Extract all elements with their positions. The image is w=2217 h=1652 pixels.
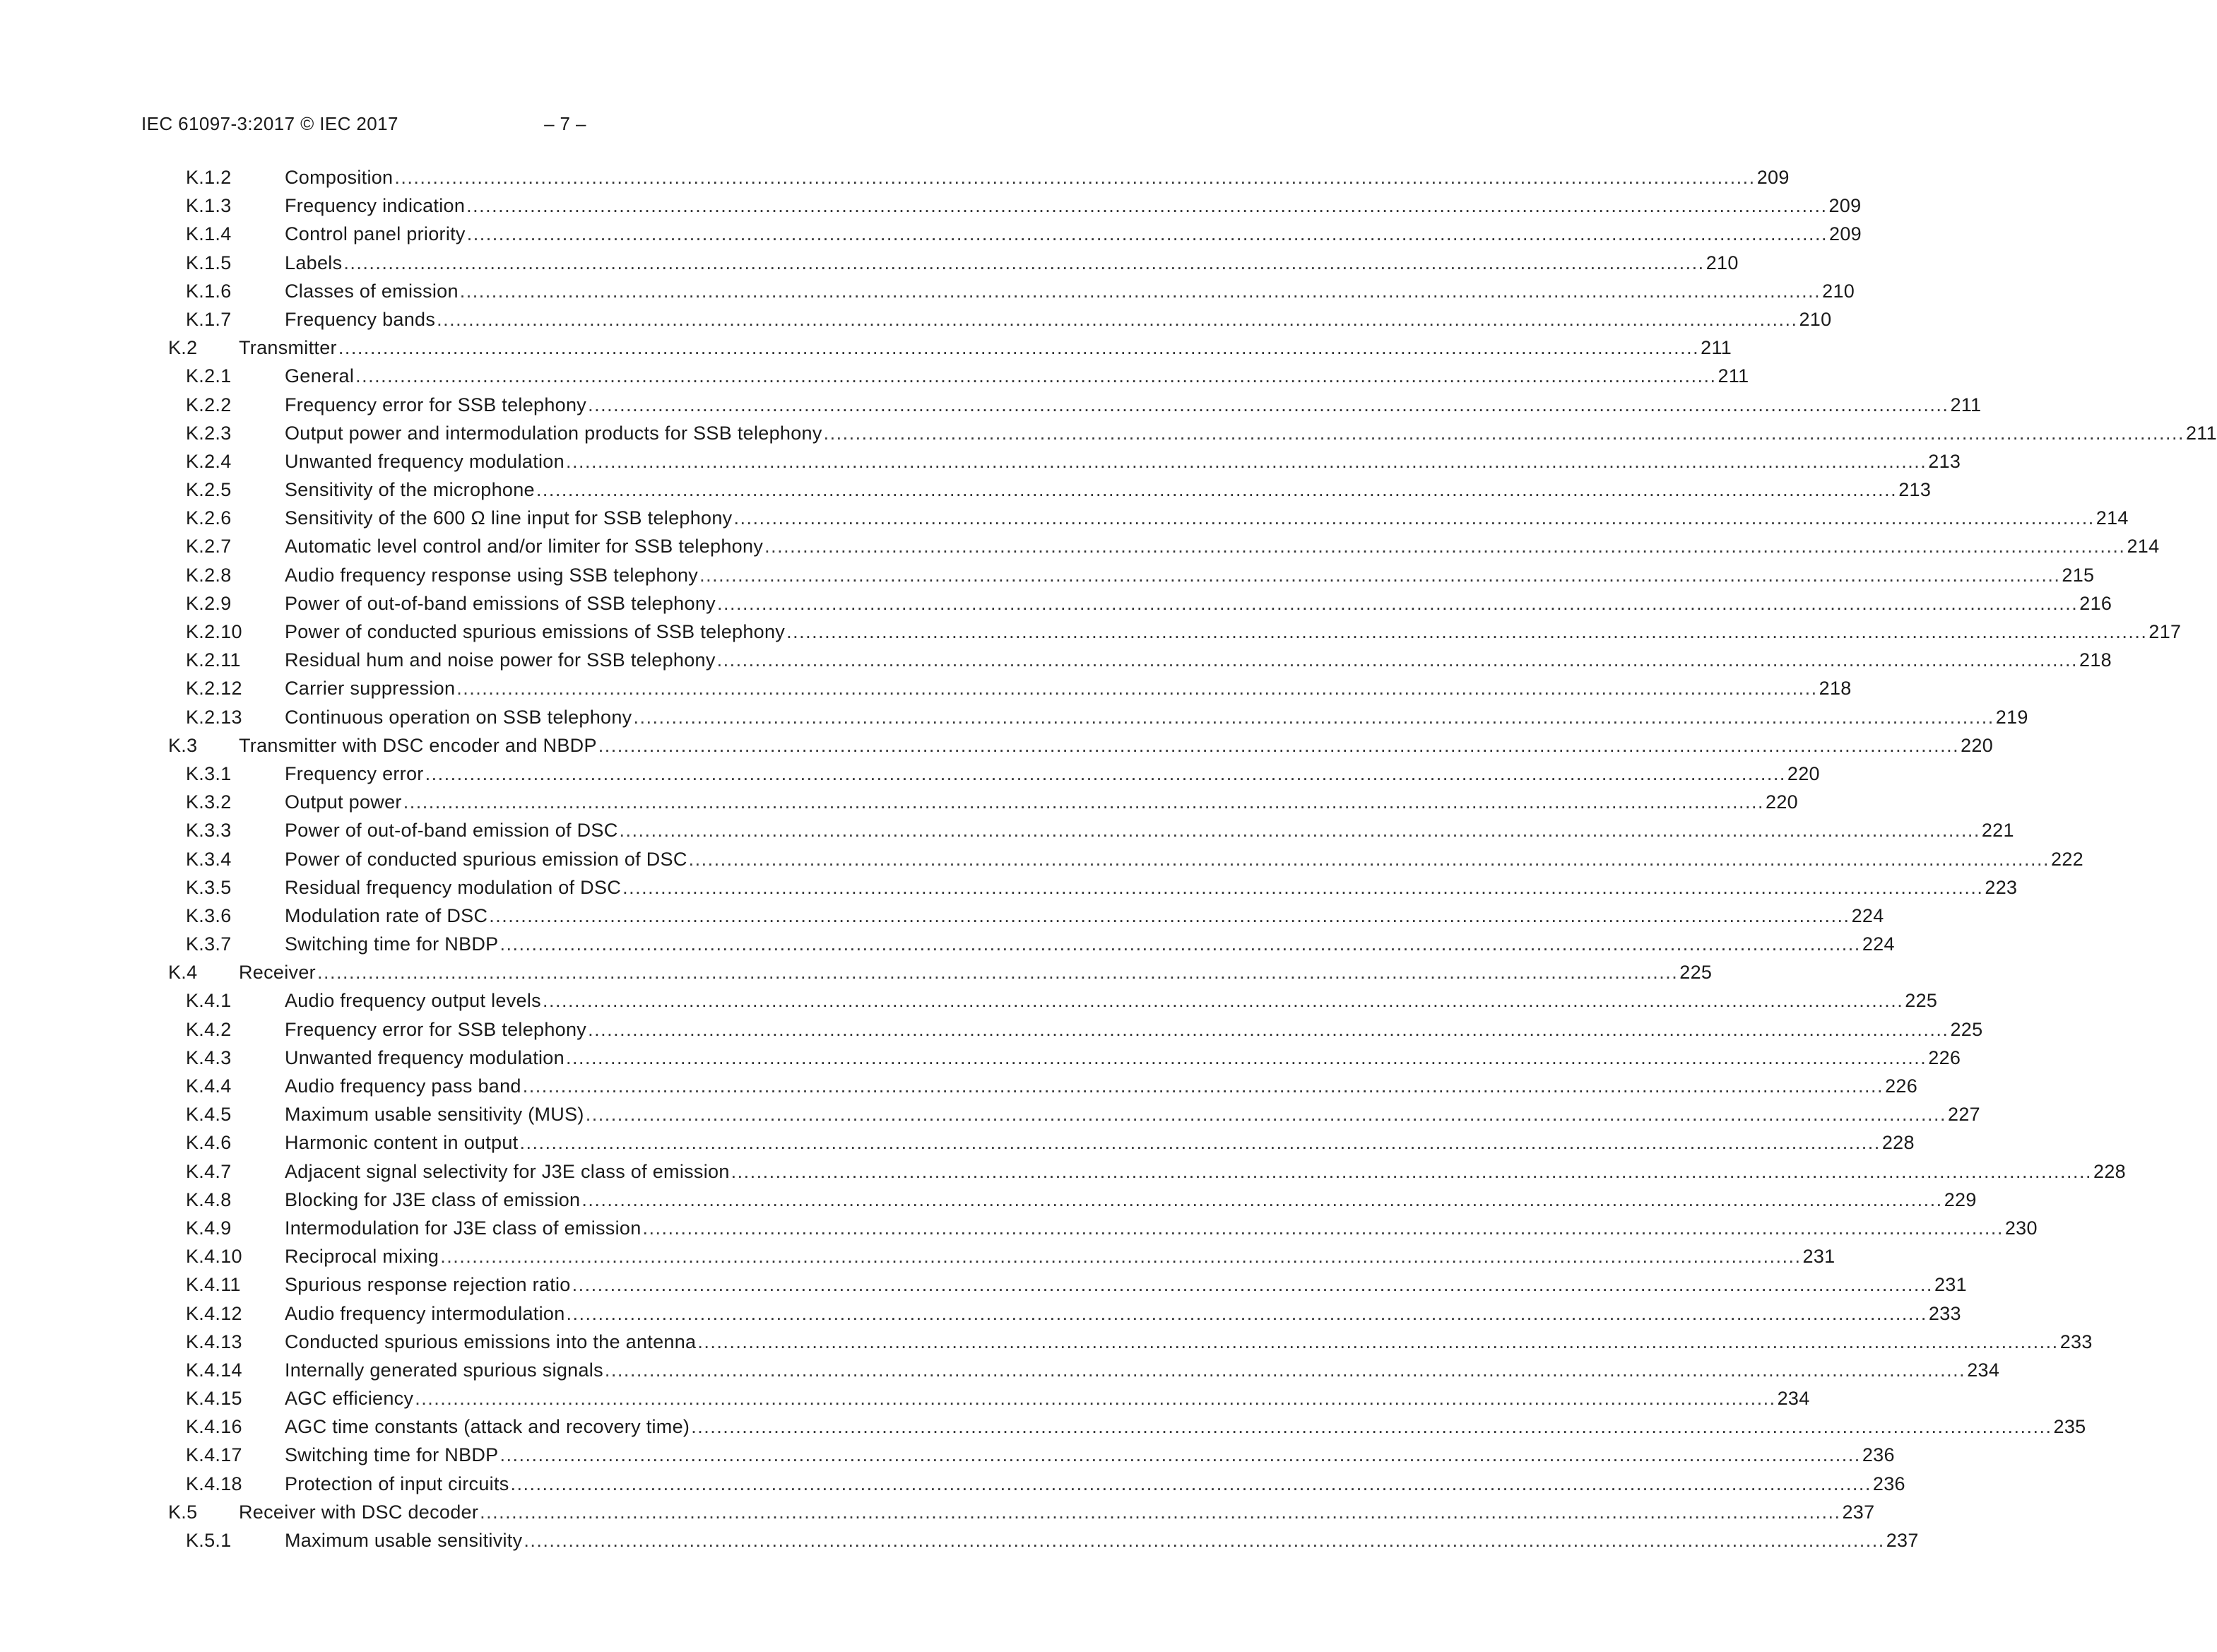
table-of-contents: [168, 167, 2217, 1558]
toc-entry-page: 231: [1802, 1246, 1835, 1268]
toc-entry-page: 217: [2148, 621, 2182, 642]
toc-entry[interactable]: [168, 962, 1713, 990]
toc-entry-page: 225: [1679, 962, 1713, 984]
toc-entry-number: K.4.17: [186, 1444, 242, 1466]
toc-entry[interactable]: [168, 167, 1790, 195]
toc-entry-title: Intermodulation for J3E class of emission: [285, 1217, 642, 1239]
toc-entry-title: AGC efficiency: [285, 1388, 414, 1410]
toc-entry-page: 228: [1881, 1132, 1915, 1154]
dot-leader: [403, 791, 1764, 813]
dot-leader: [588, 1019, 1949, 1041]
toc-entry-title: Power of conducted spurious emissions of SSB telephony: [285, 621, 786, 642]
toc-entry-number: K.3.2: [186, 791, 232, 813]
toc-entry-number: K.4.6: [186, 1132, 232, 1154]
toc-entry-title: Transmitter with DSC encoder and NBDP: [239, 734, 597, 756]
toc-entry-page: 234: [1777, 1388, 1810, 1410]
page-number: – 7 –: [544, 113, 586, 134]
toc-entry-page: 218: [2079, 649, 2112, 671]
dot-leader: [598, 735, 1959, 757]
toc-entry-page: 209: [1829, 223, 1862, 245]
toc-entry[interactable]: [168, 791, 1798, 820]
dot-leader: [437, 309, 1797, 331]
toc-entry[interactable]: [168, 990, 1938, 1018]
toc-entry-title: Power of conducted spurious emission of DSC: [285, 848, 687, 870]
toc-entry-page: 220: [1961, 734, 1994, 756]
toc-entry-number: K.4.7: [186, 1160, 232, 1182]
toc-entry-page: 218: [1819, 678, 1852, 700]
toc-entry-title: Control panel priority: [285, 223, 466, 245]
dot-leader: [415, 1388, 1775, 1410]
dot-leader: [643, 1217, 2004, 1239]
toc-entry-number: K.3.3: [186, 820, 232, 842]
toc-entry-title: Frequency error for SSB telephony: [285, 1018, 587, 1040]
toc-entry-number: K.3.7: [186, 933, 232, 955]
document-identifier: IEC 61097-3:2017 © IEC 2017: [141, 113, 398, 134]
toc-entry-title: Sensitivity of the 600 Ω line input for SSB telephony: [285, 507, 733, 529]
toc-entry-page: 234: [1967, 1359, 2000, 1381]
toc-entry[interactable]: [168, 280, 1855, 309]
toc-entry-page: 224: [1851, 904, 1884, 926]
toc-entry-number: K.4.8: [186, 1188, 232, 1210]
toc-entry-page: 210: [1799, 308, 1832, 330]
dot-leader: [355, 365, 1716, 387]
toc-entry-page: 235: [2053, 1416, 2086, 1438]
toc-entry[interactable]: [168, 1501, 1875, 1530]
toc-entry[interactable]: [168, 1217, 2038, 1246]
toc-entry-number: K.4.11: [186, 1274, 241, 1296]
toc-entry[interactable]: [168, 706, 2028, 735]
toc-entry-page: 211: [1701, 337, 1732, 359]
toc-entry[interactable]: [168, 592, 2112, 621]
toc-entry-title: Frequency error: [285, 762, 424, 784]
dot-leader: [717, 593, 2078, 615]
toc-entry-page: 237: [1842, 1501, 1875, 1523]
dot-leader: [456, 678, 1817, 700]
toc-entry-page: 214: [2127, 536, 2160, 557]
toc-entry-page: 229: [1944, 1188, 1977, 1210]
toc-entry-number: K.2.8: [186, 564, 232, 586]
toc-entry-title: Maximum usable sensitivity: [285, 1530, 523, 1551]
dot-leader: [425, 763, 1786, 785]
toc-entry[interactable]: [168, 1530, 1919, 1558]
dot-leader: [536, 479, 1897, 501]
dot-leader: [500, 1444, 1861, 1466]
dot-leader: [523, 1075, 1884, 1097]
toc-entry-number: K.4: [168, 962, 198, 984]
toc-entry-number: K.3.5: [186, 876, 232, 898]
toc-entry[interactable]: [168, 876, 2018, 905]
toc-entry-page: 222: [2051, 848, 2083, 870]
toc-entry-title: Audio frequency pass band: [285, 1075, 521, 1097]
toc-entry-number: K.2.10: [186, 621, 242, 642]
toc-entry-title: Composition: [285, 167, 394, 188]
dot-leader: [519, 1132, 1880, 1154]
toc-entry-number: K.1.4: [186, 223, 232, 245]
toc-entry-title: Audio frequency intermodulation: [285, 1302, 565, 1324]
page-header: [141, 113, 1031, 141]
dot-leader: [764, 536, 2125, 557]
dot-leader: [731, 1161, 2092, 1183]
toc-entry-number: K.3.1: [186, 762, 232, 784]
toc-entry-title: Receiver: [239, 962, 316, 984]
toc-entry-title: Reciprocal mixing: [285, 1246, 439, 1268]
toc-entry-number: K.2.1: [186, 365, 232, 387]
toc-entry[interactable]: [168, 252, 1739, 281]
toc-entry-title: Residual frequency modulation of DSC: [285, 876, 622, 898]
toc-entry-page: 211: [1950, 394, 1982, 415]
dot-leader: [733, 507, 2094, 529]
toc-entry[interactable]: [168, 621, 2182, 649]
toc-entry[interactable]: [168, 308, 1832, 337]
toc-entry-title: Adjacent signal selectivity for J3E class of emission: [285, 1160, 730, 1182]
toc-entry-number: K.1.2: [186, 167, 232, 188]
toc-entry[interactable]: [168, 1132, 1915, 1160]
dot-leader: [317, 962, 1678, 984]
toc-entry[interactable]: [168, 678, 1852, 706]
toc-entry-page: 220: [1766, 791, 1798, 813]
toc-entry-page: 210: [1705, 252, 1739, 273]
toc-entry-number: K.2.2: [186, 394, 232, 415]
dot-leader: [824, 423, 2185, 444]
toc-entry-title: Harmonic content in output: [285, 1132, 519, 1154]
toc-entry-page: 216: [2079, 592, 2112, 614]
dot-leader: [394, 167, 1755, 189]
toc-entry-number: K.2.6: [186, 507, 232, 529]
dot-leader: [511, 1473, 1872, 1495]
toc-entry-title: Residual hum and noise power for SSB telephony: [285, 649, 716, 671]
toc-entry[interactable]: [168, 536, 2160, 564]
toc-entry-number: K.2.3: [186, 422, 232, 444]
toc-entry-number: K.4.2: [186, 1018, 232, 1040]
toc-entry-number: K.4.1: [186, 990, 232, 1012]
toc-entry-title: Carrier suppression: [285, 678, 456, 700]
dot-leader: [343, 252, 1704, 274]
toc-entry-number: K.2.13: [186, 706, 242, 728]
dot-leader: [633, 707, 1994, 728]
toc-entry-number: K.4.3: [186, 1046, 232, 1068]
toc-entry[interactable]: [168, 933, 1895, 962]
toc-entry-number: K.4.10: [186, 1246, 242, 1268]
toc-entry[interactable]: [168, 450, 1961, 479]
dot-leader: [697, 1331, 2058, 1353]
toc-entry[interactable]: [168, 365, 1749, 394]
toc-entry[interactable]: [168, 1473, 1905, 1501]
toc-entry[interactable]: [168, 479, 1932, 507]
toc-entry-title: General: [285, 365, 355, 387]
toc-entry-page: 209: [1756, 167, 1790, 188]
toc-entry-page: 219: [1995, 706, 2028, 728]
toc-entry-page: 209: [1828, 195, 1862, 217]
toc-entry-title: Continuous operation on SSB telephony: [285, 706, 632, 728]
toc-entry-title: Conducted spurious emissions into the antenna: [285, 1331, 697, 1352]
dot-leader: [489, 905, 1850, 927]
toc-entry[interactable]: [168, 507, 2129, 536]
toc-entry-page: 210: [1822, 280, 1855, 302]
toc-entry-number: K.1.5: [186, 252, 232, 273]
toc-entry[interactable]: [168, 649, 2112, 678]
dot-leader: [699, 565, 2060, 586]
toc-entry-title: Receiver with DSC decoder: [239, 1501, 479, 1523]
toc-entry-number: K.4.4: [186, 1075, 232, 1097]
toc-entry-page: 230: [2004, 1217, 2038, 1239]
toc-entry-title: Switching time for NBDP: [285, 933, 499, 955]
toc-entry-page: 215: [2062, 564, 2095, 586]
toc-entry-number: K.4.9: [186, 1217, 232, 1239]
toc-entry[interactable]: [168, 394, 1982, 423]
toc-entry[interactable]: [168, 564, 2095, 593]
toc-entry-title: Audio frequency response using SSB telephony: [285, 564, 699, 586]
toc-entry-page: 226: [1885, 1075, 1918, 1097]
toc-entry-page: 227: [1948, 1104, 1980, 1126]
toc-entry-title: Power of out-of-band emission of DSC: [285, 820, 618, 842]
dot-leader: [467, 223, 1828, 245]
toc-entry[interactable]: [168, 1018, 1983, 1047]
toc-entry[interactable]: [168, 1104, 1980, 1132]
toc-entry-title: Automatic level control and/or limiter for SSB telephony: [285, 536, 764, 557]
toc-entry-number: K.1.3: [186, 195, 232, 217]
toc-entry-number: K.1.7: [186, 308, 232, 330]
toc-entry-number: K.4.13: [186, 1331, 242, 1352]
toc-entry-page: 237: [1886, 1530, 1919, 1551]
toc-entry-title: Frequency bands: [285, 308, 436, 330]
toc-entry-page: 228: [2093, 1160, 2126, 1182]
toc-entry-page: 236: [1862, 1444, 1895, 1466]
toc-entry-title: Switching time for NBDP: [285, 1444, 499, 1466]
toc-entry[interactable]: [168, 1246, 1835, 1274]
toc-entry[interactable]: [168, 195, 1862, 223]
toc-entry[interactable]: [168, 820, 2014, 848]
toc-entry-number: K.3.4: [186, 848, 232, 870]
toc-entry-number: K.5: [168, 1501, 198, 1523]
toc-entry[interactable]: [168, 1331, 2093, 1359]
toc-entry-number: K.4.14: [186, 1359, 242, 1381]
toc-entry-page: 225: [1905, 990, 1938, 1012]
dot-leader: [466, 195, 1827, 217]
toc-entry[interactable]: [168, 1302, 1961, 1331]
dot-leader: [605, 1359, 1965, 1381]
toc-entry-page: 236: [1872, 1473, 1905, 1494]
toc-entry-number: K.1.6: [186, 280, 232, 302]
toc-entry[interactable]: [168, 422, 2217, 451]
dot-leader: [717, 649, 2078, 671]
toc-entry-title: Modulation rate of DSC: [285, 904, 488, 926]
toc-entry-number: K.2.9: [186, 592, 232, 614]
toc-entry-number: K.4.18: [186, 1473, 242, 1494]
toc-entry[interactable]: [168, 1046, 1961, 1075]
toc-entry-title: Output power: [285, 791, 402, 813]
toc-entry-title: Output power and intermodulation products for SSB telephony: [285, 422, 822, 444]
toc-entry[interactable]: [168, 1388, 1810, 1416]
toc-entry-page: 211: [2185, 422, 2217, 444]
toc-entry[interactable]: [168, 1359, 2000, 1388]
dot-leader: [543, 990, 1903, 1012]
toc-entry[interactable]: [168, 904, 1884, 933]
toc-entry[interactable]: [168, 1160, 2126, 1189]
toc-entry-title: Frequency error for SSB telephony: [285, 394, 587, 415]
toc-entry-title: Internally generated spurious signals: [285, 1359, 603, 1381]
dot-leader: [689, 849, 2050, 871]
toc-entry-title: Sensitivity of the microphone: [285, 479, 535, 501]
toc-entry-page: 224: [1862, 933, 1895, 955]
toc-entry[interactable]: [168, 734, 1994, 763]
toc-entry-number: K.4.16: [186, 1416, 242, 1438]
toc-entry-number: K.4.5: [186, 1104, 232, 1126]
dot-leader: [691, 1416, 2052, 1438]
toc-entry-number: K.4.15: [186, 1388, 242, 1410]
toc-entry-title: Blocking for J3E class of emission: [285, 1188, 581, 1210]
toc-entry-number: K.2.4: [186, 450, 232, 472]
dot-leader: [460, 281, 1821, 302]
toc-entry-title: Audio frequency output levels: [285, 990, 541, 1012]
toc-entry-title: Unwanted frequency modulation: [285, 1046, 564, 1068]
toc-entry[interactable]: [168, 223, 1862, 252]
toc-entry-number: K.5.1: [186, 1530, 232, 1551]
toc-entry-title: Spurious response rejection ratio: [285, 1274, 571, 1296]
toc-entry-number: K.2: [168, 337, 198, 359]
toc-entry-title: Unwanted frequency modulation: [285, 450, 564, 472]
dot-leader: [786, 621, 2147, 643]
toc-entry-title: Classes of emission: [285, 280, 459, 302]
toc-entry-page: 233: [1928, 1302, 1961, 1324]
toc-entry-number: K.3: [168, 734, 198, 756]
toc-entry-page: 220: [1787, 762, 1820, 784]
dot-leader: [581, 1189, 1942, 1211]
dot-leader: [572, 1274, 1933, 1296]
dot-leader: [588, 394, 1949, 416]
toc-entry-number: K.2.12: [186, 678, 242, 700]
toc-entry[interactable]: [168, 1274, 1967, 1302]
toc-entry[interactable]: [168, 1188, 1977, 1217]
dot-leader: [566, 451, 1927, 473]
toc-entry-title: Frequency indication: [285, 195, 466, 217]
toc-entry-number: K.2.5: [186, 479, 232, 501]
toc-entry-number: K.4.12: [186, 1302, 242, 1324]
toc-entry-page: 226: [1928, 1046, 1961, 1068]
toc-entry[interactable]: [168, 337, 1732, 365]
dot-leader: [566, 1047, 1927, 1069]
toc-entry-title: Maximum usable sensitivity (MUS): [285, 1104, 584, 1126]
toc-entry-page: 233: [2059, 1331, 2093, 1352]
toc-entry-page: 225: [1950, 1018, 1983, 1040]
toc-entry-number: K.2.7: [186, 536, 232, 557]
toc-entry-page: 213: [1898, 479, 1932, 501]
toc-entry[interactable]: [168, 1075, 1918, 1104]
toc-entry[interactable]: [168, 762, 1820, 791]
dot-leader: [338, 337, 1699, 359]
toc-entry-title: AGC time constants (attack and recovery time): [285, 1416, 690, 1438]
toc-entry[interactable]: [168, 1444, 1895, 1473]
toc-entry[interactable]: [168, 848, 2083, 877]
toc-entry-title: Power of out-of-band emissions of SSB telephony: [285, 592, 716, 614]
dot-leader: [567, 1303, 1927, 1325]
toc-entry-page: 214: [2095, 507, 2129, 529]
toc-entry-page: 231: [1934, 1274, 1967, 1296]
toc-entry-number: K.2.11: [186, 649, 241, 671]
toc-entry-page: 213: [1928, 450, 1961, 472]
toc-entry-title: Protection of input circuits: [285, 1473, 509, 1494]
toc-entry[interactable]: [168, 1416, 2086, 1444]
dot-leader: [480, 1501, 1840, 1523]
toc-entry-page: 221: [1981, 820, 2014, 842]
dot-leader: [440, 1246, 1801, 1268]
toc-entry-title: Transmitter: [239, 337, 337, 359]
toc-entry-number: K.3.6: [186, 904, 232, 926]
toc-entry-page: 223: [1985, 876, 2018, 898]
dot-leader: [622, 877, 1983, 899]
dot-leader: [524, 1530, 1884, 1552]
dot-leader: [620, 820, 1980, 842]
toc-entry-title: Labels: [285, 252, 343, 273]
dot-leader: [586, 1104, 1946, 1126]
dot-leader: [500, 933, 1861, 955]
toc-entry-page: 211: [1718, 365, 1749, 387]
